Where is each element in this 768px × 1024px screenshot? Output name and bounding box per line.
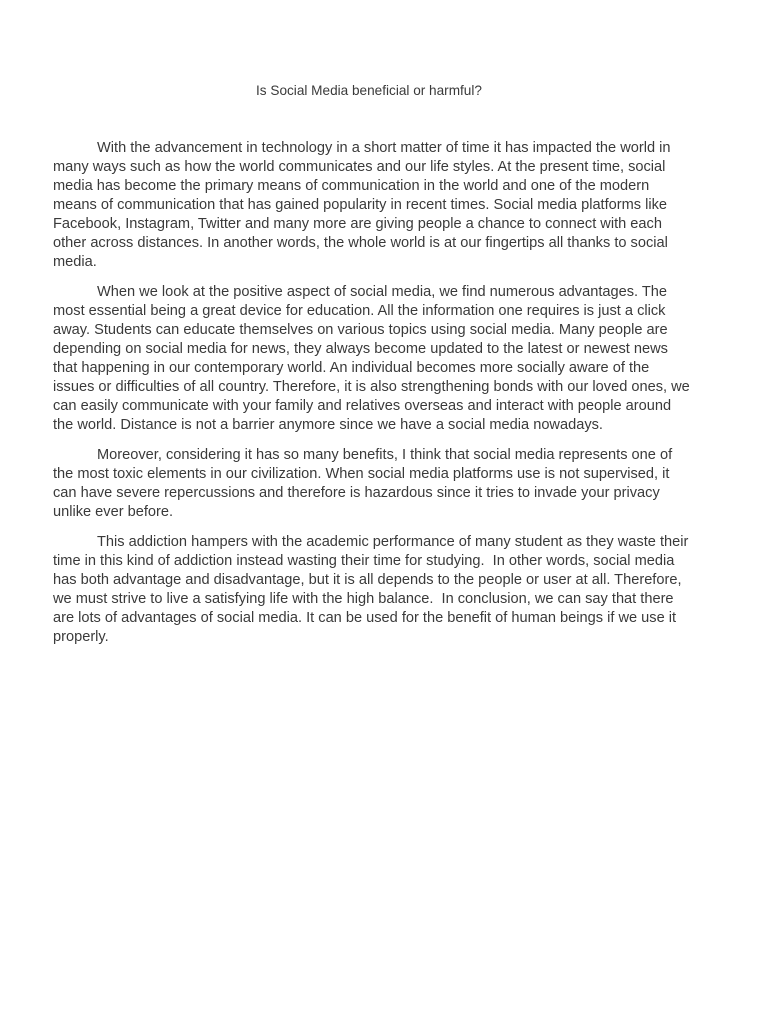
paragraph-line: time in this kind of addiction instead wasting their time for studying. In other words, social media <box>53 553 675 569</box>
paragraph-line: issues or difficulties of all country. Therefore, it is also strengthening bonds with our loved ones, we <box>53 379 690 395</box>
paragraph-line: are lots of advantages of social media. It can be used for the benefit of human beings if we use it <box>53 610 677 626</box>
paragraph-line: media has become the primary means of communication in the world and one of the modern <box>53 178 650 194</box>
paragraph-line: we must strive to live a satisfying life with the high balance. In conclusion, we can say that there <box>53 591 674 607</box>
paragraph-line: many ways such as how the world communicates and our life styles. At the present time, social <box>53 159 666 175</box>
essay-title: Is Social Media beneficial or harmful? <box>256 83 482 98</box>
paragraph-line: away. Students can educate themselves on various topics using social media. Many people are <box>53 322 668 338</box>
paragraph-line: properly. <box>53 629 109 645</box>
paragraph-line: Moreover, considering it has so many benefits, I think that social media represents one of <box>97 447 673 463</box>
paragraph-line: the most toxic elements in our civilization. When social media platforms use is not supervised, it <box>53 466 670 482</box>
paragraph-line: media. <box>53 254 97 270</box>
paragraph-line: means of communication that has gained popularity in recent times. Social media platforms like <box>53 197 668 213</box>
paragraph-line: unlike ever before. <box>53 504 174 520</box>
essay-paragraph-1 <box>53 139 715 272</box>
paragraph-line: This addiction hampers with the academic performance of many student as they waste their <box>97 534 689 550</box>
paragraph-line: has both advantage and disadvantage, but it is all depends to the people or user at all. Therefore, <box>53 572 682 588</box>
essay-paragraph-4 <box>53 533 715 647</box>
paragraph-line: can easily communicate with your family and relatives overseas and interact with people around <box>53 398 672 414</box>
paragraph-line: the world. Distance is not a barrier anymore since we have a social media nowadays. <box>53 417 603 433</box>
paragraph-line: that happening in our contemporary world. An individual becomes more socially aware of the <box>53 360 650 376</box>
essay-body <box>53 139 715 658</box>
paragraph-line: When we look at the positive aspect of social media, we find numerous advantages. The <box>97 284 668 300</box>
paragraph-line: most essential being a great device for education. All the information one requires is just a click <box>53 303 666 319</box>
essay-paragraph-3 <box>53 446 715 522</box>
paragraph-line: Facebook, Instagram, Twitter and many more are giving people a chance to connect with each <box>53 216 662 232</box>
essay-paragraph-2 <box>53 283 715 435</box>
paragraph-line: other across distances. In another words, the whole world is at our fingertips all thanks to social <box>53 235 668 251</box>
paragraph-line: can have severe repercussions and therefore is hazardous since it tries to invade your privacy <box>53 485 660 501</box>
paragraph-line: depending on social media for news, they always become updated to the latest or newest news <box>53 341 668 357</box>
paragraph-line: With the advancement in technology in a short matter of time it has impacted the world in <box>97 140 671 156</box>
